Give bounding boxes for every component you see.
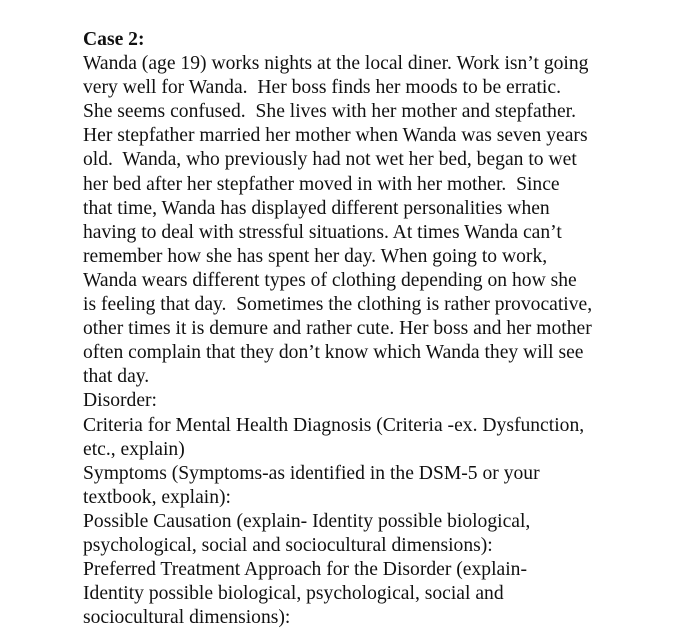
prompt-line: Criteria for Mental Health Diagnosis (Criteria -ex. Dysfunction, [83, 414, 585, 436]
prompt-line: Disorder: [83, 390, 158, 412]
narrative-line: having to deal with stressful situations. At times Wanda can’t [83, 221, 562, 243]
narrative-line: her bed after her stepfather moved in with her mother. Since [83, 173, 560, 195]
prompt-treatment [83, 558, 592, 630]
narrative-line: She seems confused. She lives with her mother and stepfather. [83, 101, 576, 123]
narrative-line: often complain that they don’t know which Wanda they will see [83, 342, 584, 364]
prompt-criteria [83, 414, 592, 462]
narrative-line: that time, Wanda has displayed different personalities when [83, 197, 550, 219]
case-title: Case 2: [83, 29, 145, 50]
prompt-symptoms [83, 462, 592, 510]
prompt-line: psychological, social and sociocultural dimensions): [83, 534, 493, 556]
narrative-line: remember how she has spent her day. When going to work, [83, 245, 548, 267]
prompt-line: Preferred Treatment Approach for the Disorder (explain- [83, 559, 527, 581]
narrative-line: Wanda (age 19) works nights at the local diner. Work isn’t going [83, 53, 589, 75]
case-document [83, 28, 592, 630]
prompt-line: Identity possible biological, psychological, social and [83, 583, 504, 605]
prompt-line: Possible Causation (explain- Identity possible biological, [83, 510, 531, 532]
narrative-line: that day. [83, 366, 150, 388]
narrative-line: Wanda wears different types of clothing depending on how she [83, 269, 577, 291]
narrative-line: very well for Wanda. Her boss finds her moods to be erratic. [83, 77, 561, 99]
prompt-line: sociocultural dimensions): [83, 607, 291, 629]
prompt-line: textbook, explain): [83, 486, 232, 508]
narrative-line: Her stepfather married her mother when Wanda was seven years [83, 125, 588, 147]
prompt-line: etc., explain) [83, 438, 185, 460]
narrative-line: old. Wanda, who previously had not wet her bed, began to wet [83, 149, 577, 171]
prompt-causation [83, 510, 592, 558]
narrative-line: other times it is demure and rather cute. Her boss and her mother [83, 318, 592, 340]
case-narrative [83, 52, 592, 389]
prompt-disorder [83, 389, 592, 413]
narrative-line: is feeling that day. Sometimes the clothing is rather provocative, [83, 294, 593, 316]
prompt-line: Symptoms (Symptoms-as identified in the DSM-5 or your [83, 462, 540, 484]
